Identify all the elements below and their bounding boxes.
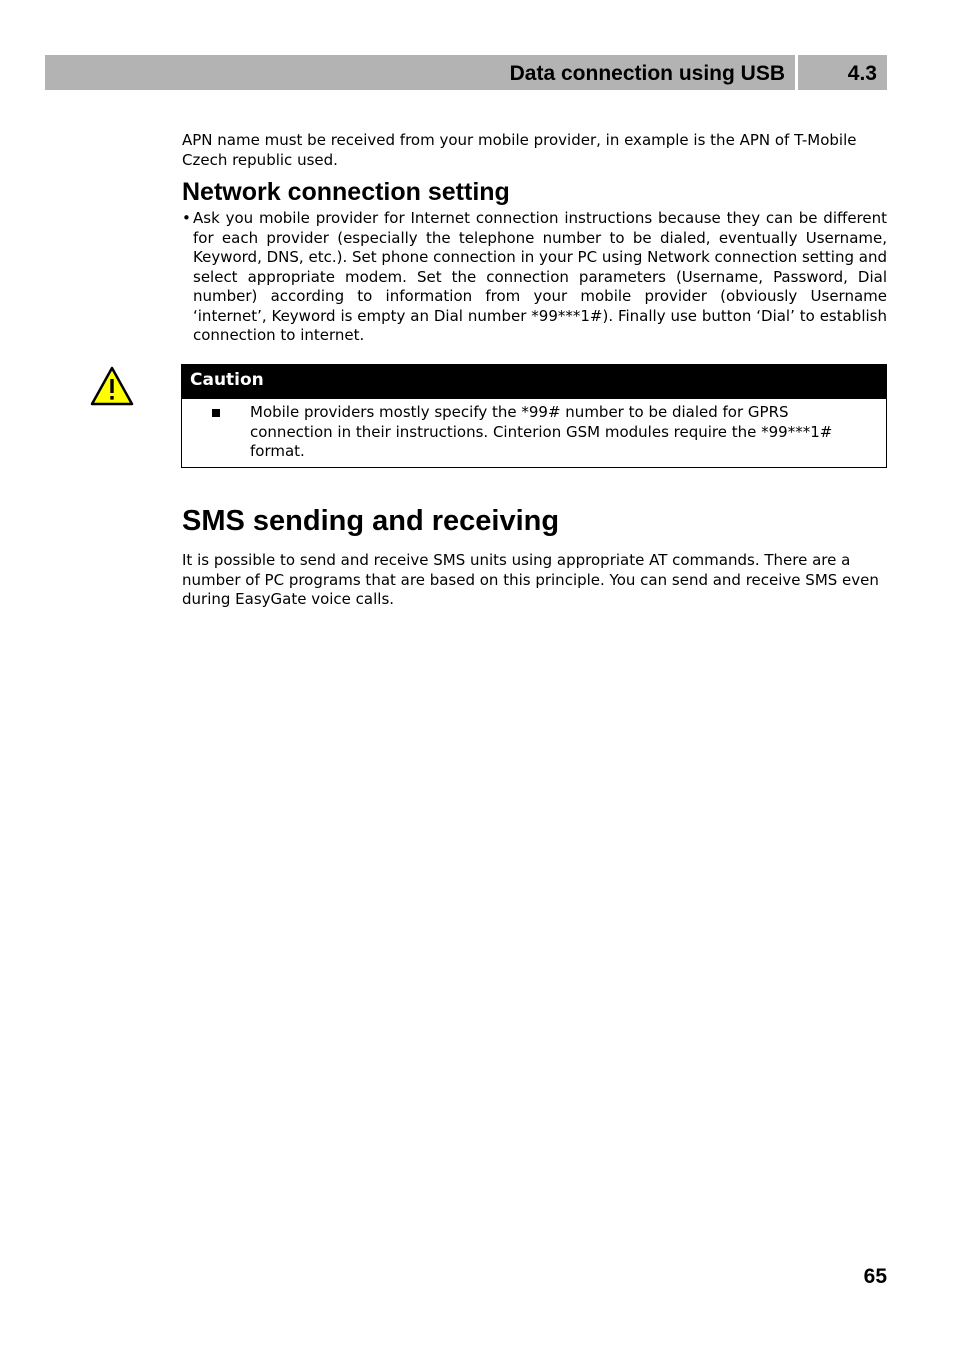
- network-bullet-text: Ask you mobile provider for Internet connection instructions because they can be different for each provider (especially the telephone number to be dialed, eventually Username, Keyword, DNS, etc.). Set phone connection in your PC using Network connection setting and select appropriate modem. Set the connection parameters (Username, Password, Dial number) according to information from your mobile provider (obviously Username ‘internet’, Keyword is empty an Dial number *99***1#). Finally use button ‘Dial’ to establish connection to internet.: [193, 209, 887, 344]
- page-number: 65: [863, 1265, 887, 1288]
- network-heading: Network connection setting: [182, 178, 510, 206]
- section-number: 4.3: [847, 62, 877, 85]
- bullet-icon: •: [182, 209, 191, 227]
- section-header-bar: [45, 55, 795, 90]
- caution-box: [181, 364, 887, 468]
- caution-text: Mobile providers mostly specify the *99# number to be dialed for GPRS connection in their instructions. Cinterion GSM modules require the *99***1# format.: [250, 403, 833, 460]
- caution-list-item: [182, 403, 886, 462]
- network-bullet-item: [182, 209, 887, 346]
- section-title: Data connection using USB: [509, 62, 785, 85]
- caution-title: Caution: [182, 365, 886, 399]
- intro-paragraph: APN name must be received from your mobile provider, in example is the APN of T-Mobile Czech republic used.: [182, 131, 857, 169]
- warning-triangle-icon: [90, 366, 134, 406]
- square-bullet-icon: [212, 409, 220, 417]
- sms-paragraph: It is possible to send and receive SMS units using appropriate AT commands. There are a number of PC programs that are based on this principle. You can send and receive SMS even during EasyGate voice calls.: [182, 551, 879, 608]
- sms-heading: SMS sending and receiving: [182, 505, 560, 537]
- section-number-box: [798, 55, 887, 90]
